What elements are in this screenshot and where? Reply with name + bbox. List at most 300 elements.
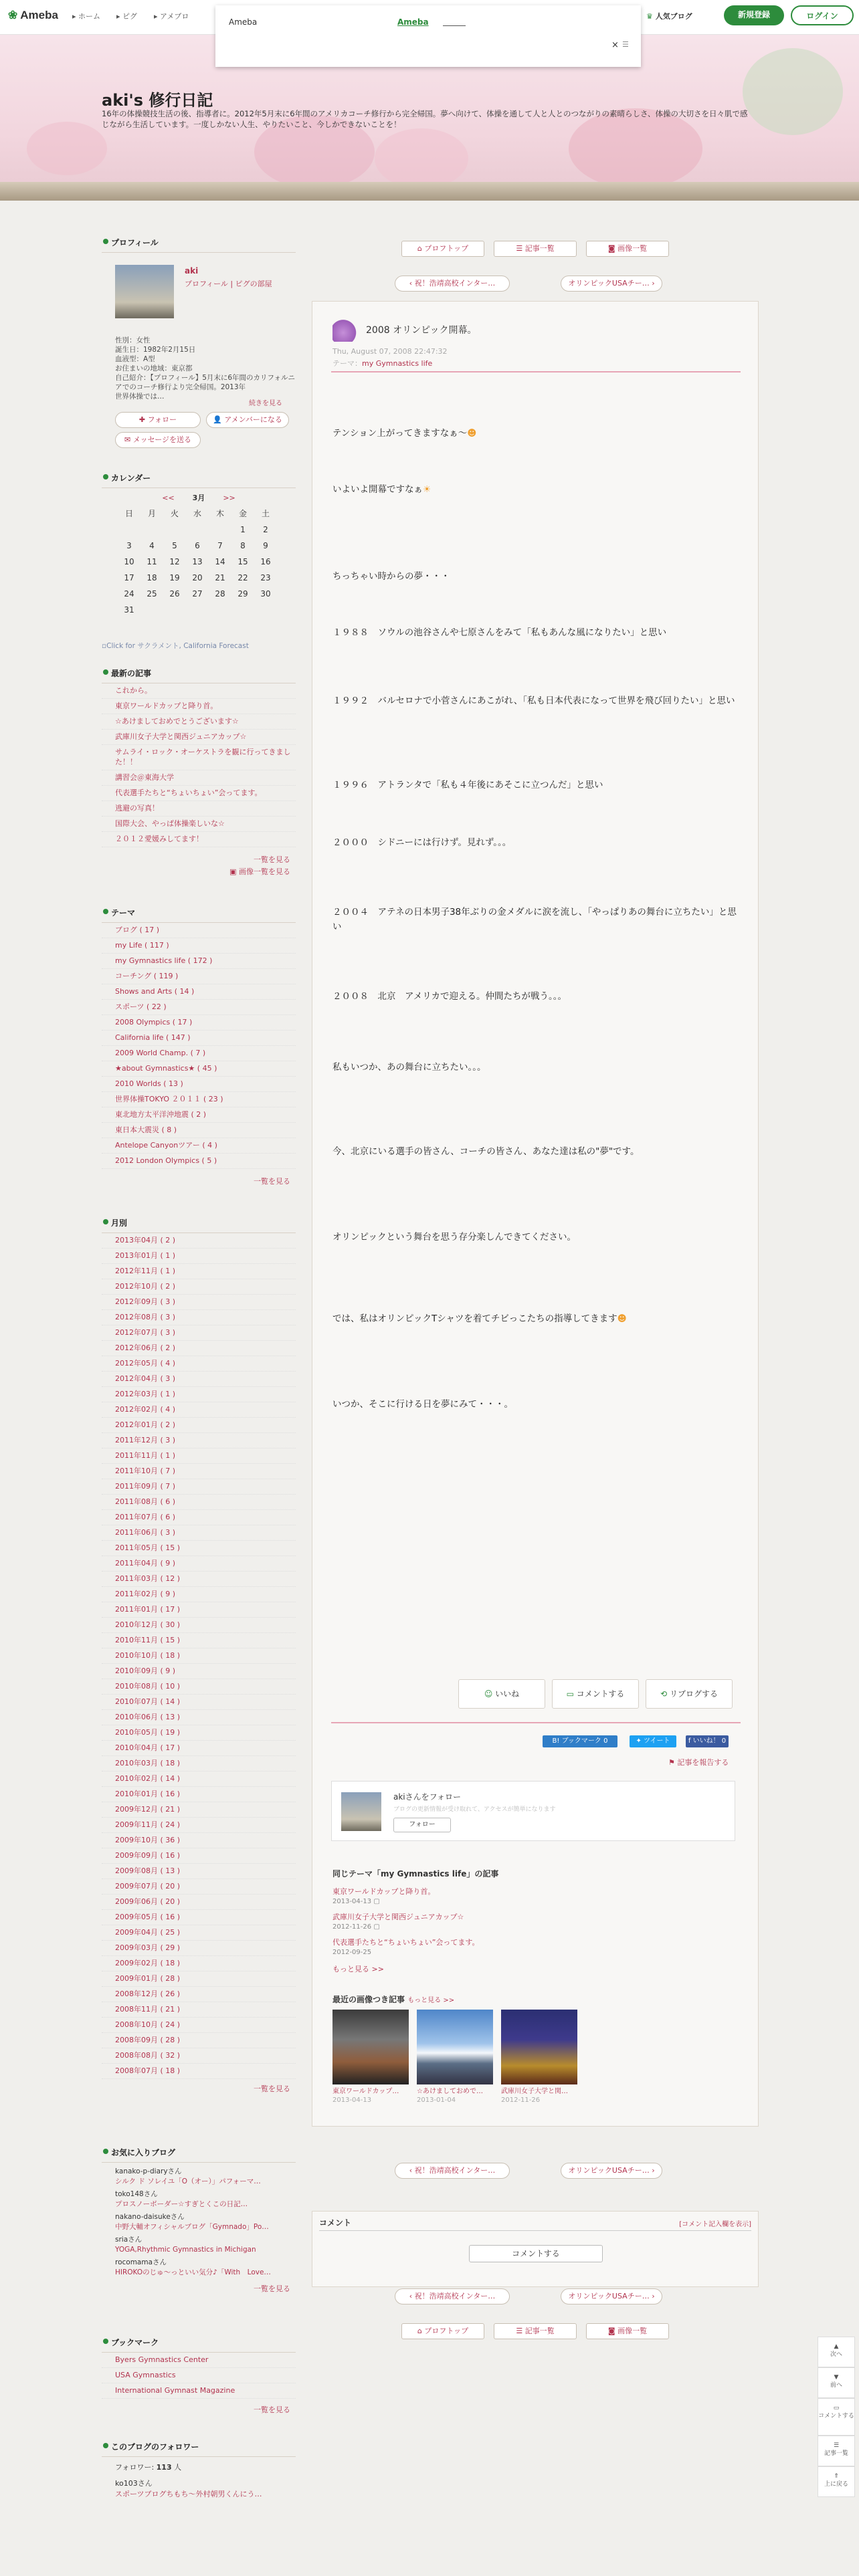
- profile-top-button[interactable]: [401, 241, 484, 257]
- entry-paragraph: [332, 482, 741, 497]
- theme-link[interactable]: 世界体操TOKYO ２０１１ ( 23 ): [102, 1092, 296, 1107]
- theme-link[interactable]: スポーツ ( 22 ): [102, 1000, 296, 1015]
- archive-link[interactable]: 2010年10月 ( 18 ): [102, 1648, 296, 1664]
- tweet-label: ツイート: [644, 1737, 670, 1745]
- popup-label: Ameba: [229, 17, 258, 27]
- comment-icon: ▢: [373, 1898, 380, 1905]
- calendar-next[interactable]: >>: [223, 494, 235, 502]
- archive-link[interactable]: 2010年05月 ( 19 ): [102, 1725, 296, 1741]
- bookmarks-more-link[interactable]: 一覧を見る: [254, 2405, 290, 2414]
- calendar-date: 4: [149, 541, 155, 550]
- entry-theme-link[interactable]: my Gymnastics life: [362, 359, 433, 368]
- archive-link[interactable]: 2008年09月 ( 28 ): [102, 2033, 296, 2048]
- caption-date: 2012-11-26: [501, 2097, 541, 2104]
- calendar-heading: カレンダー: [102, 472, 296, 488]
- recent-posts-section: [102, 667, 296, 878]
- archive-link[interactable]: 2012年11月 ( 1 ): [102, 1264, 296, 1279]
- emoji-icon: ☀: [423, 484, 432, 495]
- archive-link[interactable]: 2009年10月 ( 36 ): [102, 1833, 296, 1848]
- calendar-header-row: [118, 506, 277, 522]
- theme-link[interactable]: Shows and Arts ( 14 ): [102, 984, 296, 1000]
- favorite-item: [115, 2235, 296, 2255]
- popular-blog-label: 人気ブログ: [655, 12, 692, 21]
- blog-title[interactable]: aki's 修行日記: [102, 91, 213, 110]
- emoji-icon: ☻: [617, 1313, 627, 1324]
- smile-icon: ☺: [484, 1689, 493, 1699]
- archive-link[interactable]: 2012年06月 ( 2 ): [102, 1341, 296, 1356]
- archive-link[interactable]: 2008年08月 ( 32 ): [102, 2048, 296, 2064]
- calendar-week: [118, 602, 277, 618]
- next-entry-link-footer[interactable]: オリンピックUSAチー… ›: [561, 2288, 662, 2304]
- archive-link[interactable]: 2009年01月 ( 28 ): [102, 1971, 296, 1987]
- archive-link[interactable]: 2010年07月 ( 14 ): [102, 1695, 296, 1710]
- like-label: いいね: [495, 1689, 520, 1699]
- amember-label: アメンバーになる: [224, 415, 282, 424]
- comment-label: コメントする: [576, 1689, 625, 1699]
- entry-paragraph: ２００８ 北京 アメリカで迎える。仲間たちが戦う。。。: [332, 991, 567, 1002]
- recent-post-link[interactable]: 武庫川女子大学と関西ジュニアカップ☆: [102, 730, 296, 745]
- theme-link[interactable]: California life ( 147 ): [102, 1031, 296, 1046]
- same-theme-date: [332, 1897, 480, 1907]
- home-icon: ⌂: [417, 2327, 422, 2335]
- reblog-icon: ⟲: [660, 1689, 668, 1699]
- comments-form-link[interactable]: [コメント記入欄を表示]: [679, 2221, 751, 2228]
- recent-image-caption[interactable]: [501, 2087, 577, 2105]
- ameba-logo[interactable]: [8, 9, 58, 22]
- archive-link[interactable]: 2012年08月 ( 3 ): [102, 1310, 296, 1325]
- archive-link[interactable]: 2011年12月 ( 3 ): [102, 1433, 296, 1448]
- archive-link[interactable]: 2012年05月 ( 4 ): [102, 1356, 296, 1372]
- recent-post-link[interactable]: 東京ワールドカップと降り首。: [102, 699, 296, 714]
- profile-line: 誕生日：1982年2月15日: [115, 346, 196, 354]
- bookmark-link[interactable]: USA Gymnastics: [102, 2368, 296, 2383]
- archive-link[interactable]: 2013年01月 ( 1 ): [102, 1249, 296, 1264]
- profile-name[interactable]: aki: [185, 266, 199, 276]
- entry-list-label: 記事一覧: [524, 244, 555, 253]
- calendar-section: [102, 472, 296, 615]
- entry-theme-label: テーマ：: [332, 359, 362, 368]
- archive-link[interactable]: 2012年07月 ( 3 ): [102, 1325, 296, 1341]
- profile-line: 性別：女性: [115, 336, 151, 344]
- mail-icon: ✉: [124, 435, 131, 444]
- fb-like-label: いいね！: [692, 1737, 720, 1745]
- archive-link[interactable]: 2011年04月 ( 9 ): [102, 1556, 296, 1572]
- archive-link[interactable]: 2012年09月 ( 3 ): [102, 1295, 296, 1310]
- profile-info: [115, 336, 296, 401]
- theme-link[interactable]: my Gymnastics life ( 172 ): [102, 954, 296, 969]
- calendar-date: 19: [169, 573, 180, 582]
- favorites-section: [102, 2147, 296, 2295]
- caption-date: 2013-01-04: [417, 2097, 456, 2104]
- camera-icon: ◙: [607, 2327, 615, 2335]
- same-theme-date: [332, 1922, 480, 1932]
- entry-title[interactable]: 2008 オリンピック開幕。: [366, 325, 477, 336]
- message-button[interactable]: [115, 432, 201, 448]
- archive-link[interactable]: 2011年02月 ( 9 ): [102, 1587, 296, 1602]
- recent-post-link[interactable]: 逃避の写真！: [102, 801, 296, 817]
- arrow-up-icon: ▲: [834, 2343, 839, 2350]
- theme-link[interactable]: Antelope Canyonツアー ( 4 ): [102, 1138, 296, 1154]
- recent-post-link[interactable]: 代表選手たちと“ちょいちょい”会ってます。: [102, 786, 296, 801]
- calendar-date: 11: [147, 557, 157, 566]
- recent-image-caption[interactable]: [332, 2087, 409, 2105]
- archive-link[interactable]: 2010年04月 ( 17 ): [102, 1741, 296, 1756]
- archive-link[interactable]: 2009年04月 ( 25 ): [102, 1925, 296, 1941]
- entry-text: いよいよ開幕ですなぁ: [332, 484, 423, 495]
- rail-next-label: 次へ: [830, 2351, 842, 2358]
- popup-ameba-link[interactable]: Ameba: [397, 17, 429, 27]
- image-list-button-bottom[interactable]: [586, 2323, 669, 2339]
- entry-paragraph: １９８８ ソウルの池谷さんや七原さんをみて「私もあんな風になりたい」と思い: [332, 627, 667, 638]
- recent-image-caption[interactable]: [417, 2087, 493, 2105]
- theme-link[interactable]: ★about Gymnastics★ ( 45 ): [102, 1061, 296, 1077]
- prev-entry-label: 祝！浩靖高校インター…: [414, 2292, 496, 2300]
- calendar-date: [254, 602, 277, 618]
- archive-link[interactable]: 2011年08月 ( 6 ): [102, 1495, 296, 1510]
- next-entry-link-bottom[interactable]: オリンピックUSAチー… ›: [561, 2163, 662, 2179]
- report-icon: ⚑: [668, 1758, 675, 1767]
- report-label: 記事を報告する: [677, 1758, 729, 1767]
- favorite-user: kanako-p-diaryさん: [115, 2167, 182, 2175]
- calendar-date: 18: [147, 573, 157, 582]
- nav-pigg[interactable]: ▸ ピグ: [116, 12, 138, 21]
- recent-post-link[interactable]: サムライ・ロック・オーケストラを観に行ってきました！！: [102, 745, 296, 770]
- calendar-date: [140, 522, 163, 538]
- calendar-date: 9: [263, 541, 268, 550]
- image-list-button[interactable]: [586, 241, 669, 257]
- profile-avatar[interactable]: [115, 265, 174, 318]
- image-list-label: 画像一覧: [617, 244, 648, 253]
- prev-entry-link-footer[interactable]: ‹ 祝！浩靖高校インター…: [395, 2288, 510, 2304]
- same-theme-link[interactable]: 武庫川女子大学と関西ジュニアカップ☆: [332, 1913, 464, 1921]
- entry-paragraph: [332, 1311, 741, 1326]
- archive-link[interactable]: 2008年10月 ( 24 ): [102, 2018, 296, 2033]
- rail-top-button[interactable]: [818, 2466, 855, 2497]
- archive-link[interactable]: 2009年07月 ( 20 ): [102, 1879, 296, 1895]
- calendar-date: 21: [215, 573, 225, 582]
- entry-list-label: 記事一覧: [524, 2327, 555, 2335]
- rail-comment-button[interactable]: [818, 2398, 855, 2436]
- entry-list-button-bottom[interactable]: [494, 2323, 577, 2339]
- calendar-date: 2: [263, 525, 268, 534]
- entry-list-button[interactable]: [494, 241, 577, 257]
- calendar-date: 20: [192, 573, 203, 582]
- archive-link[interactable]: 2009年11月 ( 24 ): [102, 1818, 296, 1833]
- calendar-date: 15: [237, 557, 248, 566]
- action-divider: [331, 1722, 741, 1723]
- favorite-user: sriaさん: [115, 2236, 142, 2244]
- calendar-date: 5: [172, 541, 177, 550]
- favorite-item: [115, 2167, 296, 2187]
- recent-post-link[interactable]: ２０１２愛媛みしてます！: [102, 832, 296, 847]
- image-list-label: 画像一覧: [617, 2327, 648, 2335]
- prev-entry-link[interactable]: ‹ 祝！浩靖高校インター…: [395, 276, 510, 292]
- theme-link[interactable]: my Life ( 117 ): [102, 938, 296, 954]
- calendar-date: 30: [260, 589, 271, 599]
- entry-paragraph: １９９６ アトランタで「私も４年後にあそこに立つんだ」と思い: [332, 780, 603, 790]
- logo-text: Ameba: [20, 9, 58, 21]
- archive-link[interactable]: 2009年03月 ( 29 ): [102, 1941, 296, 1956]
- fb-count: 0: [721, 1737, 727, 1745]
- image-icon: ▣: [229, 867, 237, 876]
- recent-posts-heading: 最新の記事: [102, 667, 296, 683]
- favorite-title[interactable]: HIROKOのじゅ〜っといい気分♪「With Love…: [115, 2268, 271, 2276]
- same-theme-more-link[interactable]: もっと見る >>: [332, 1965, 384, 1973]
- rail-list-button[interactable]: [818, 2436, 855, 2466]
- followers-heading: このブログのフォロワー: [102, 2441, 296, 2457]
- archive-link[interactable]: 2009年02月 ( 18 ): [102, 1956, 296, 1971]
- archive-link[interactable]: 2011年05月 ( 15 ): [102, 1541, 296, 1556]
- crown-icon: ♛: [646, 12, 653, 21]
- favorite-title[interactable]: プロスノーボーダー☆すぎとくこの日記…: [115, 2200, 248, 2208]
- archive-link[interactable]: 2011年06月 ( 3 ): [102, 1525, 296, 1541]
- signup-button[interactable]: 新規登録: [724, 5, 784, 25]
- archive-section: [102, 1217, 296, 2095]
- calendar-date: 28: [215, 589, 225, 599]
- follow-button[interactable]: ✚ フォロー: [115, 412, 201, 428]
- entry-paragraph: 私もいつか、あの舞台に立ちたい。。。: [332, 1062, 486, 1073]
- favorites-list: [102, 2163, 296, 2278]
- like-button[interactable]: [458, 1679, 545, 1709]
- calendar-date: [163, 522, 186, 538]
- bookmark-link[interactable]: International Gymnast Magazine: [102, 2383, 296, 2399]
- archive-more-link[interactable]: 一覧を見る: [254, 2084, 290, 2093]
- rail-next-button[interactable]: [818, 2337, 855, 2367]
- menu-icon[interactable]: ☰: [622, 40, 629, 49]
- caption-text: ☆あけましておめで…: [417, 2088, 483, 2095]
- comments-section: [312, 2211, 759, 2287]
- calendar-day: 日: [124, 509, 133, 518]
- archive-link[interactable]: 2009年08月 ( 13 ): [102, 1864, 296, 1879]
- theme-link[interactable]: 東北地方太平洋沖地震 ( 2 ): [102, 1107, 296, 1123]
- arrow-down-icon: ▼: [834, 2374, 839, 2381]
- comment-icon: ▭: [566, 1689, 574, 1699]
- archive-link[interactable]: 2010年08月 ( 10 ): [102, 1679, 296, 1695]
- follow-box: [331, 1781, 735, 1841]
- recent-image-thumb[interactable]: [332, 2010, 409, 2084]
- archive-link[interactable]: 2010年11月 ( 15 ): [102, 1633, 296, 1648]
- next-entry-label: オリンピックUSAチー…: [568, 2166, 650, 2175]
- recent-post-link[interactable]: 講習会＠東海大学: [102, 770, 296, 786]
- ameba-popup: [215, 5, 641, 67]
- calendar-week: [118, 586, 277, 602]
- entry-paragraph: オリンピックという舞台を思う存分楽しんできてください。: [332, 1232, 576, 1243]
- comments-divider: [319, 2230, 751, 2231]
- archive-link[interactable]: 2012年01月 ( 2 ): [102, 1418, 296, 1433]
- archive-link[interactable]: 2009年12月 ( 21 ): [102, 1802, 296, 1818]
- calendar-date: [163, 602, 186, 618]
- recent-image-thumb[interactable]: [501, 2010, 577, 2084]
- theme-link[interactable]: 2010 Worlds ( 13 ): [102, 1077, 296, 1092]
- calendar-date: 24: [124, 589, 134, 599]
- archive-list: [102, 1233, 296, 2079]
- user-icon: 👤: [213, 415, 222, 424]
- entry-paragraph: いつか、そこに行ける日を夢にみて・・・。: [332, 1399, 513, 1410]
- recent-post-link[interactable]: これから。: [102, 683, 296, 699]
- follower-blog-title[interactable]: スポーツブログちもち〜外村朝男くんにう…: [115, 2490, 262, 2498]
- report-link[interactable]: [668, 1757, 729, 1767]
- recent-more-link[interactable]: 一覧を見る: [254, 855, 290, 864]
- profile-links[interactable]: プロフィール | ピグの部屋: [185, 280, 272, 288]
- reblog-button[interactable]: [646, 1679, 733, 1709]
- calendar-date: 10: [124, 557, 134, 566]
- favorite-title[interactable]: YOGA,Rhythmic Gymnastics in Michigan: [115, 2246, 256, 2254]
- calendar-prev[interactable]: <<: [162, 494, 175, 502]
- image-list-label: 画像一覧を見る: [239, 867, 290, 876]
- archive-link[interactable]: 2010年06月 ( 13 ): [102, 1710, 296, 1725]
- follower-user: ko103さん: [115, 2479, 153, 2488]
- theme-link[interactable]: コーチング ( 119 ): [102, 969, 296, 984]
- archive-link[interactable]: 2009年05月 ( 16 ): [102, 1910, 296, 1925]
- lotus-decoration: [375, 128, 468, 189]
- theme-more-link[interactable]: 一覧を見る: [254, 1177, 290, 1186]
- same-theme-link[interactable]: 代表選手たちと“ちょいちょい”会ってます。: [332, 1938, 480, 1947]
- archive-link[interactable]: 2009年09月 ( 16 ): [102, 1848, 296, 1864]
- title-divider: [331, 371, 741, 372]
- theme-link[interactable]: 2009 World Champ. ( 7 ): [102, 1046, 296, 1061]
- calendar-week: [118, 554, 277, 570]
- nav-ameblo[interactable]: ▸ アメブロ: [154, 12, 189, 21]
- archive-link[interactable]: 2008年07月 ( 18 ): [102, 2064, 296, 2079]
- emoji-icon: ☻: [467, 428, 477, 439]
- recent-image-thumb[interactable]: [417, 2010, 493, 2084]
- recent-post-link[interactable]: ☆あけましておめでとうございます☆: [102, 714, 296, 730]
- followers-section: [102, 2441, 296, 2500]
- popup-underline: [443, 25, 466, 26]
- side-rail: [818, 2337, 855, 2502]
- follower-count: [115, 2462, 296, 2473]
- amember-button[interactable]: [206, 412, 289, 428]
- archive-link[interactable]: 2011年07月 ( 6 ): [102, 1510, 296, 1525]
- weather-forecast-link[interactable]: [102, 641, 296, 651]
- archive-link[interactable]: 2010年01月 ( 16 ): [102, 1787, 296, 1802]
- archive-link[interactable]: 2012年02月 ( 4 ): [102, 1402, 296, 1418]
- archive-link[interactable]: 2010年03月 ( 18 ): [102, 1756, 296, 1772]
- archive-link[interactable]: 2012年10月 ( 2 ): [102, 1279, 296, 1295]
- rail-comment-label: コメントする: [818, 2413, 854, 2420]
- prev-entry-link-bottom[interactable]: ‹ 祝！浩靖高校インター…: [395, 2163, 510, 2179]
- nav-home-label: ホーム: [78, 12, 101, 21]
- archive-link[interactable]: 2010年09月 ( 9 ): [102, 1664, 296, 1679]
- theme-link[interactable]: 2012 London Olympics ( 5 ): [102, 1154, 296, 1169]
- theme-link[interactable]: 2008 Olympics ( 17 ): [102, 1015, 296, 1031]
- calendar-date: 8: [240, 541, 246, 550]
- comment-submit-button[interactable]: コメントする: [469, 2245, 603, 2262]
- entry-paragraph: [332, 426, 741, 441]
- facebook-like-button[interactable]: [686, 1735, 729, 1747]
- tweet-button[interactable]: [630, 1735, 676, 1747]
- hatena-count: 0: [603, 1737, 608, 1745]
- image-icon: ▫: [102, 642, 107, 650]
- same-theme-link[interactable]: 東京ワールドカップと降り首。: [332, 1887, 436, 1896]
- camera-icon: ◙: [607, 244, 615, 253]
- archive-heading: 月別: [102, 1217, 296, 1233]
- same-theme-date-text: 2012-11-26: [332, 1923, 372, 1931]
- profile-line: 血液型：A型: [115, 355, 155, 363]
- favorite-title[interactable]: 中野大輔オフィシャルブログ「Gymnado」Po…: [115, 2223, 269, 2231]
- butterfly-icon: [332, 319, 359, 342]
- calendar-date: [186, 522, 209, 538]
- calendar-day: 金: [238, 509, 247, 518]
- archive-link[interactable]: 2008年12月 ( 26 ): [102, 1987, 296, 2002]
- calendar-grid: [118, 506, 277, 618]
- hatena-bookmark-button[interactable]: [543, 1735, 617, 1747]
- theme-link[interactable]: ブログ ( 17 ): [102, 923, 296, 938]
- profile-top-button-bottom[interactable]: [401, 2323, 484, 2339]
- nav-home[interactable]: ▸ ホーム: [72, 12, 101, 21]
- theme-heading: テーマ: [102, 907, 296, 923]
- recent-images-more-link[interactable]: もっと見る >>: [407, 1997, 455, 2004]
- rail-list-label: 記事一覧: [824, 2450, 848, 2457]
- archive-link[interactable]: 2012年04月 ( 3 ): [102, 1372, 296, 1387]
- archive-link[interactable]: 2010年02月 ( 14 ): [102, 1772, 296, 1787]
- archive-link[interactable]: 2012年03月 ( 1 ): [102, 1387, 296, 1402]
- follow-label: フォロー: [147, 415, 177, 424]
- recent-post-link[interactable]: 国際大会、やっぱ体操楽しいな☆: [102, 817, 296, 832]
- archive-link[interactable]: 2011年09月 ( 7 ): [102, 1479, 296, 1495]
- favorite-user: nakano-daisukeさん: [115, 2213, 185, 2221]
- calendar-day: 火: [170, 509, 179, 518]
- same-theme-date-text: 2013-04-13: [332, 1898, 372, 1905]
- archive-link[interactable]: 2011年11月 ( 1 ): [102, 1448, 296, 1464]
- entry-date: Thu, August 07, 2008 22:47:32: [332, 347, 448, 356]
- article: [312, 301, 759, 2127]
- archive-link[interactable]: 2008年11月 ( 21 ): [102, 2002, 296, 2018]
- favorites-more-link[interactable]: 一覧を見る: [254, 2284, 290, 2293]
- archive-link[interactable]: 2009年06月 ( 20 ): [102, 1895, 296, 1910]
- next-entry-link[interactable]: オリンピックUSAチー… ›: [561, 276, 662, 292]
- archive-link[interactable]: 2011年10月 ( 7 ): [102, 1464, 296, 1479]
- profile-top-label: プロフトップ: [424, 2327, 469, 2335]
- caption-text: 東京ワールドカップ…: [332, 2088, 399, 2095]
- calendar-nav: [102, 492, 296, 503]
- calendar-date: 27: [192, 589, 203, 599]
- home-icon: ⌂: [417, 244, 422, 253]
- calendar-date: [209, 522, 231, 538]
- calendar-date: 23: [260, 573, 271, 582]
- calendar-date: [209, 602, 231, 618]
- calendar-date: 1: [240, 525, 246, 534]
- archive-link[interactable]: 2013年04月 ( 2 ): [102, 1233, 296, 1249]
- follow-avatar: [341, 1792, 381, 1831]
- favorite-title[interactable]: シルク ド ソレイユ「O（オー）」パフォーマ…: [115, 2177, 261, 2185]
- calendar-week: [118, 570, 277, 586]
- login-button[interactable]: ログイン: [791, 5, 854, 25]
- entry-paragraph: ちっちゃい時からの夢・・・: [332, 571, 450, 582]
- forecast-text: Click for サクラメント, California Forecast: [106, 642, 249, 650]
- archive-link[interactable]: 2011年01月 ( 17 ): [102, 1602, 296, 1618]
- popular-blog-link[interactable]: [646, 11, 692, 21]
- calendar-date: 16: [260, 557, 271, 566]
- close-icon[interactable]: ×: [611, 40, 619, 50]
- comment-icon: ▢: [373, 1923, 380, 1931]
- archive-link[interactable]: 2010年12月 ( 30 ): [102, 1618, 296, 1633]
- bookmark-link[interactable]: Byers Gymnastics Center: [102, 2353, 296, 2368]
- image-list-link[interactable]: [102, 866, 296, 878]
- reblog-label: リブログする: [669, 1689, 718, 1699]
- follower-count-value: 113: [156, 2463, 172, 2472]
- archive-link[interactable]: 2011年03月 ( 12 ): [102, 1572, 296, 1587]
- rail-prev-label: 前へ: [830, 2382, 842, 2389]
- follow-box-button[interactable]: フォロー: [393, 1818, 451, 1832]
- calendar-date: 7: [217, 541, 223, 550]
- comment-button[interactable]: [552, 1679, 639, 1709]
- theme-link[interactable]: 東日本大震災 ( 8 ): [102, 1123, 296, 1138]
- profile-section: [102, 237, 296, 444]
- rail-prev-button[interactable]: [818, 2367, 855, 2398]
- entry-text: では、私はオリンピックTシャツを着てチビっこたちの指導してきます: [332, 1313, 617, 1324]
- profile-more-link[interactable]: 続きを見る: [249, 400, 282, 407]
